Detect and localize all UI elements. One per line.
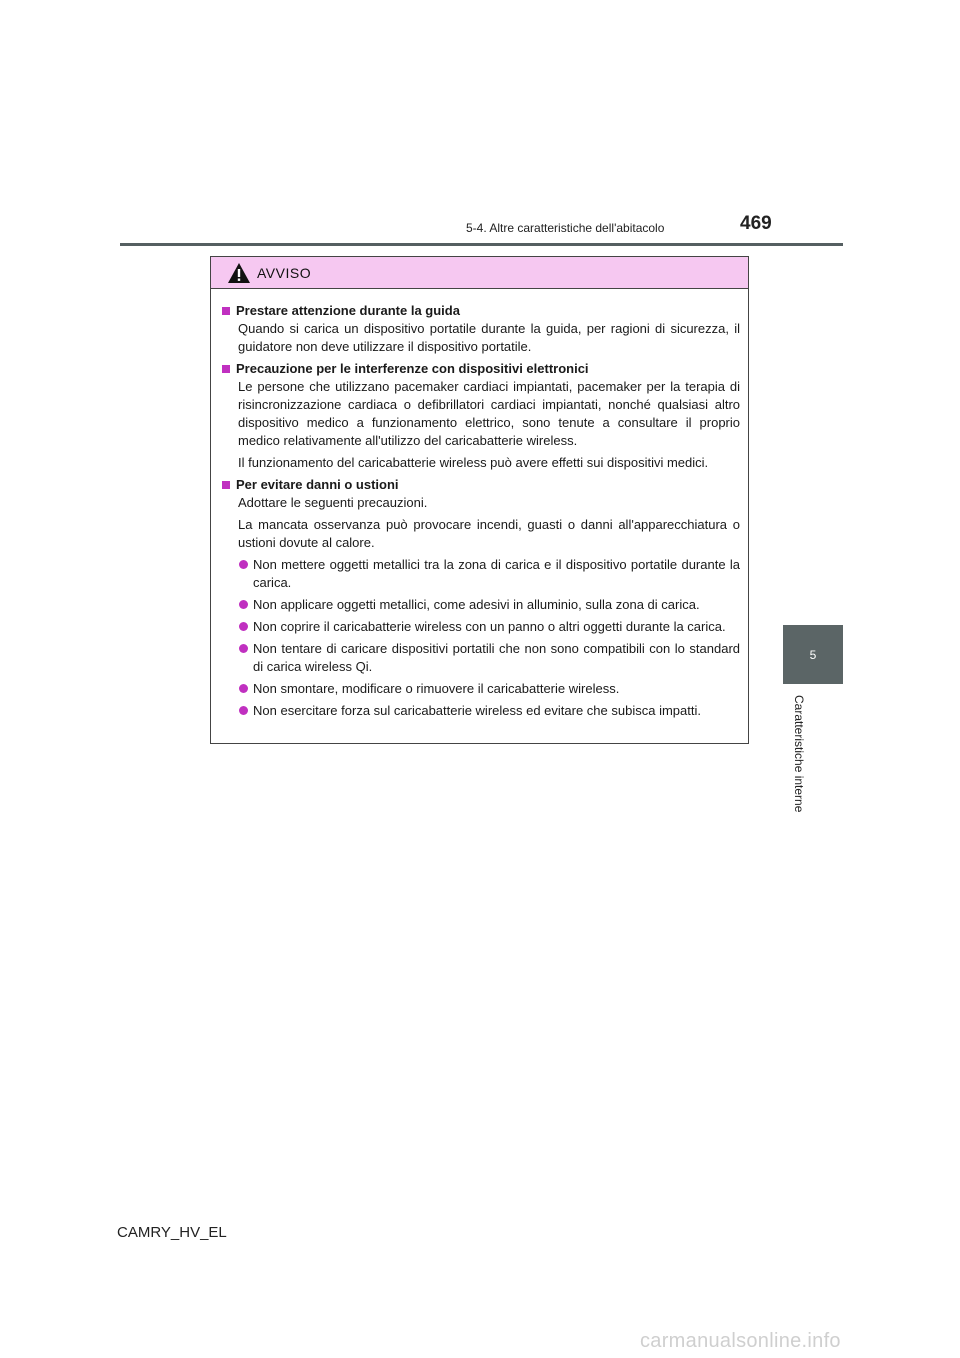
paragraph: Il funzionamento del caricabatterie wireless può avere effetti sui dispositivi medici. [238,455,709,470]
chapter-title-text: Caratteristiche interne [792,695,806,813]
list-item [238,680,740,698]
square-bullet-icon [222,365,230,373]
header-rule [120,243,843,246]
circle-bullet-icon [239,600,248,609]
chapter-tab [783,625,843,684]
section-heading [219,302,740,320]
circle-bullet-icon [239,684,248,693]
chapter-number: 5 [809,647,817,662]
list-item [238,702,740,720]
paragraph: Quando si carica un dispositivo portatile durante la guida, per ragioni di sicurezza, il guidatore non deve utilizzare il dispositivo portatile. [238,321,740,354]
square-bullet-icon [222,307,230,315]
circle-bullet-icon [239,622,248,631]
list-item-text: Non tentare di caricare dispositivi portatili che non sono compatibili con lo standard di carica wireless Qi. [253,641,740,674]
warning-body [211,289,748,720]
square-bullet-icon [222,481,230,489]
paragraph: Le persone che utilizzano pacemaker cardiaci impiantati, pacemaker per la terapia di risincronizzazione cardiaca o defibrillatori cardiaci impiantati, nonché qualsiasi altro dispositivo medico a funzionamento elettrico, sono tenute a consultare il proprio medico relativamente all'utilizzo del caricabatterie wireless. [238,379,740,448]
warning-triangle-icon [227,262,251,284]
warning-title: AVVISO [257,264,312,281]
warning-header [211,257,748,289]
list-item-text: Non smontare, modificare o rimuovere il caricabatterie wireless. [253,681,620,696]
warning-box [210,256,749,744]
paragraph: La mancata osservanza può provocare incendi, guasti o danni all'apparecchiatura o ustioni dovute al calore. [238,517,740,550]
list-item [238,618,740,636]
list-item-text: Non esercitare forza sul caricabatterie wireless ed evitare che subisca impatti. [253,703,701,718]
list-item-text: Non mettere oggetti metallici tra la zona di carica e il dispositivo portatile durante la carica. [253,557,740,590]
circle-bullet-icon [239,644,248,653]
section-heading [219,476,740,494]
page-number: 469 [740,213,772,234]
list-item-text: Non applicare oggetti metallici, come adesivi in alluminio, sulla zona di carica. [253,597,700,612]
circle-bullet-icon [239,560,248,569]
section-heading-text: Per evitare danni o ustioni [236,477,399,492]
section-heading [219,360,740,378]
paragraph: Adottare le seguenti precauzioni. [238,495,428,510]
footer-model-code: CAMRY_HV_EL [117,1224,227,1241]
watermark[interactable]: carmanualsonline.info [640,1330,841,1352]
list-item [238,596,740,614]
list-item [238,556,740,592]
section-heading-text: Prestare attenzione durante la guida [236,303,460,318]
circle-bullet-icon [239,706,248,715]
list-item-text: Non coprire il caricabatterie wireless con un panno o altri oggetti durante la carica. [253,619,726,634]
section-heading-text: Precauzione per le interferenze con dispositivi elettronici [236,361,589,376]
page-section-title: 5-4. Altre caratteristiche dell'abitacolo [466,221,665,235]
list-item [238,640,740,676]
